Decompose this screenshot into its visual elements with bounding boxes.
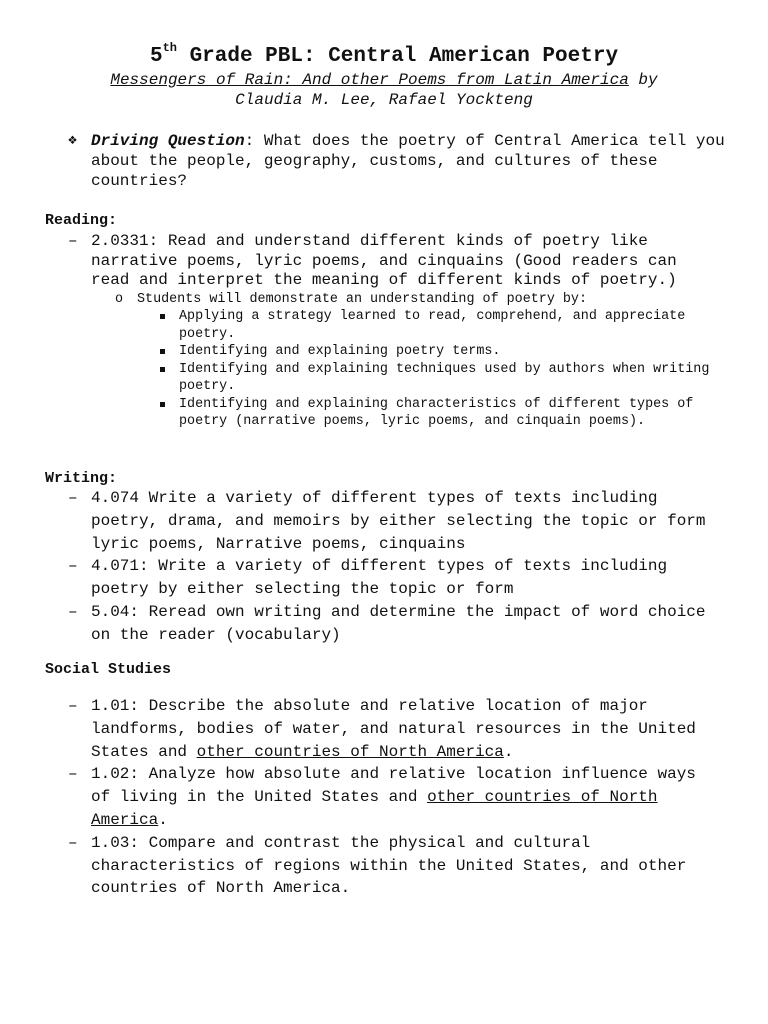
book-reference (0, 70, 768, 110)
sub-point: Identifying and explaining poetry terms. (157, 343, 718, 361)
reading-list (68, 232, 718, 431)
sub-point: Applying a strategy learned to read, comprehend, and appreciate poetry. (157, 308, 718, 343)
list-item (68, 232, 718, 431)
standard-text: 1.01: Describe the absolute and relative location of major landforms, bodies of water, and natural resources in the United States and (91, 697, 696, 761)
social-studies-list (68, 695, 718, 900)
social-studies-heading: Social Studies (45, 661, 172, 678)
sub-point: Identifying and explaining characteristics of different types of poetry (narrative poems, lyric poems, and cinquain poems). (157, 396, 718, 431)
sub-point: Identifying and explaining techniques used by authors when writing poetry. (157, 361, 718, 396)
sub-item: o Students will demonstrate an understanding of poetry by: (115, 291, 718, 309)
standard-text: 2.0331: Read and understand different kinds of poetry like narrative poems, lyric poems, and cinquains (Good readers can read and interpret the meaning of different kinds of poetry.) (91, 232, 677, 290)
list-item (68, 695, 718, 763)
page-title (0, 43, 768, 68)
writing-heading: Writing: (45, 470, 118, 487)
list-item: – 4.074 Write a variety of different types of texts including poetry, drama, and memoirs by either selecting the topic or form lyric poems, Narrative poems, cinquains (68, 487, 718, 555)
diamond-bullet-icon: ❖ (68, 132, 78, 149)
book-authors: Claudia M. Lee, Rafael Yockteng (235, 91, 533, 109)
title-grade: 5 (149, 45, 163, 68)
sub-points (157, 308, 718, 431)
list-item: – 4.071: Write a variety of different types of texts including poetry by either selecting the topic or form (68, 555, 718, 601)
standard-text: 1.03: Compare and contrast the physical and cultural characteristics of regions within the United States, and other countries of North America. (91, 833, 687, 898)
list-item (68, 832, 718, 900)
standard-text: 1.02: Analyze how absolute and relative location influence ways of living in the United States and (91, 765, 696, 807)
underlined-text: other countries of North America (196, 742, 504, 761)
underlined-text: other countries of North America (91, 788, 658, 829)
driving-question-colon: : (244, 132, 255, 150)
reading-heading: Reading: (45, 212, 118, 229)
driving-question-label: Driving Question (91, 132, 245, 150)
title-text: Grade PBL: Central American Poetry (176, 45, 619, 68)
standard-text-end: . (158, 810, 168, 829)
list-item: – 5.04: Reread own writing and determine the impact of word choice on the reader (vocabulary) (68, 601, 718, 647)
book-by: by (628, 71, 658, 89)
list-item (68, 763, 718, 831)
writing-list (68, 487, 718, 647)
driving-question (68, 131, 728, 191)
book-title: Messengers of Rain: And other Poems from Latin America (110, 71, 629, 89)
title-superscript: th (162, 41, 177, 55)
standard-text-end: . (503, 742, 514, 761)
driving-question-text: What does the poetry of Central America tell you about the people, geography, customs, and cultures of these countries? (91, 132, 725, 190)
